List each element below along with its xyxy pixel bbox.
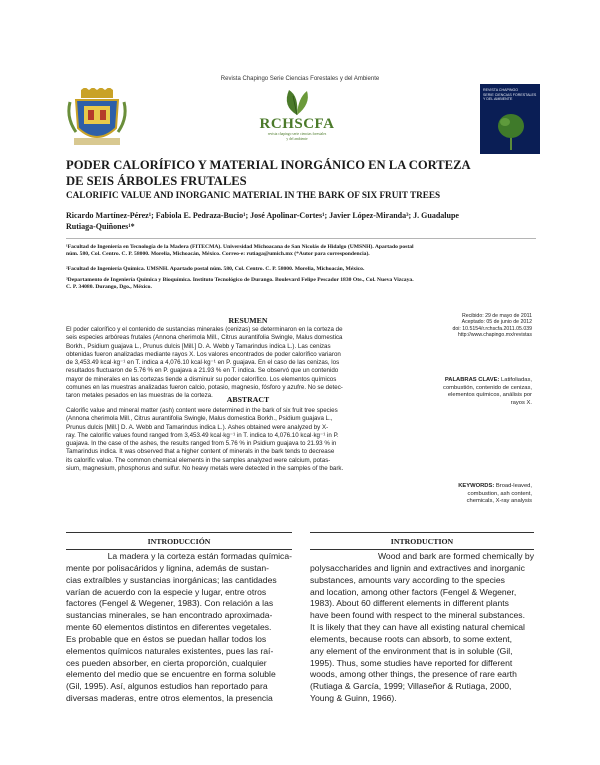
palabras-clave (440, 377, 532, 407)
intro-en-line: woods, among other things, the presence of rare earth (310, 669, 517, 680)
column-rule-left-top (66, 532, 292, 533)
affiliation-1 (66, 244, 536, 259)
cover-title-2: SERIE CIENCIAS FORESTALES (483, 92, 537, 97)
palabras-line-2: combustión, contenido de cenizas, (443, 384, 532, 391)
intro-en-line: elements, because roots can absorb, to some extent, (310, 633, 513, 644)
resumen-line: comunes en las muestras analizadas fueron calcio, potasio, magnesio, fósforo y azufre. No se detec- (66, 384, 343, 392)
intro-en-line: Young & Guinn, 1966). (310, 693, 397, 704)
abstract-line: (Annona cherimola Mill., Citrus aurantifolia Swingle, Malus domestica Borkh., Psidium guajava L., (66, 415, 333, 423)
palabras-line-4: rayos X. (510, 399, 532, 406)
intro-es-line: elementos químicos naturales existentes, pues las raí- (66, 645, 274, 656)
authors-line-2: Rutiaga-Quiñones¹* (66, 222, 135, 231)
doi: doi: 10.5154/r.rchscfa.2011.05.039 (452, 325, 532, 332)
affiliation-1-line-2: núm. 580, Col. Centro. C. P. 58000. Morelia, Michoacán, México. Correo-e: rutiaga@umich.mx (*Autor para correspondencia). (66, 251, 370, 258)
introduccion-heading: INTRODUCCIÓN (147, 537, 211, 546)
article-title-en: CALORIFIC VALUE AND INORGANIC MATERIAL IN THE BARK OF SIX FRUIT TREES (66, 190, 441, 200)
journal-cover (480, 84, 540, 154)
accepted-date: Aceptado: 05 de junio de 2012 (461, 319, 532, 326)
keywords (440, 483, 532, 506)
affiliation-2: ²Facultad de Ingeniería Química. UMSNH. Apartado postal núm. 580, Col. Centro. C. P. 58000. Morelia, Michoacán, México. (66, 266, 365, 272)
intro-es-line: mente 60 elementos distintos en diferentes vegetales. (66, 622, 272, 633)
column-rule-left-bottom (66, 549, 292, 550)
affiliation-3-line-1: ³Departamento de Ingeniería Química y Bioquímica. Instituto Tecnológico de Durango. Boulevard Felipe Pescador 1830 Ote., Col. Nueva Vizcaya. (66, 277, 414, 283)
abstract-line: Prunus dulcis [Mill.] D. A. Webb and Tamarindus indica L.). Ashes obtained were analyzed by X- (66, 423, 329, 431)
affiliation-1-line-1: ¹Facultad de Ingeniería en Tecnología de la Madera (FITECMA). Universidad Michoacana de San Nicolás de Hidalgo (UMSNH). Apartado postal (66, 244, 414, 250)
abstract-line: Calorific value and mineral matter (ash) content were determined in the bark of six fruit tree species (66, 407, 338, 414)
column-rule-right-bottom (310, 549, 534, 550)
resumen-line: resultados fluctuaron de 5.76 % en P. guajava a 21.93 % en T. indica. Se observó que un contenido (66, 367, 339, 375)
resumen-line: de 3,453.49 kcal·kg⁻¹ en T. indica a 4,076.10 kcal·kg⁻¹ en P. guajava. En el caso de las cenizas, los (66, 359, 340, 367)
authors-line-1: Ricardo Martínez-Pérez¹; Fabiola E. Pedraza-Bucio¹; José Apolinar-Cortes¹; Javier López-Miranda³; J. Guadalupe (66, 211, 459, 220)
palabras-label: PALABRAS CLAVE: (444, 377, 500, 383)
abstract-line: guajava. In the case of the ashes, the results ranged from 5.76 % in Psidium guajava to 21.93 % in (66, 440, 337, 448)
keywords-line-1: Broad-leaved, (495, 483, 532, 489)
title-es-line-2: DE SEIS ÁRBOLES FRUTALES (66, 174, 247, 188)
abstract-line: Tamarindus indica. It was observed that a higher content of minerals in the bark tends to decrease (66, 448, 335, 456)
abstract-heading: ABSTRACT (226, 395, 270, 404)
logo-name: RCHSCFA (259, 116, 335, 132)
abstract-line: its calorific value. The common chemical elements in the samples analyzed were calcium, potas- (66, 456, 331, 464)
column-rule-right-top (310, 532, 534, 533)
keywords-label: KEYWORDS: (458, 483, 495, 489)
resumen-line: El poder calorífico y el contenido de sustancias minerales (cenizas) se determinaron en la corteza de (66, 326, 343, 333)
introduccion-text (66, 551, 292, 705)
resumen-heading: RESUMEN (228, 316, 268, 325)
intro-en-line: It is likely that they can have all existing natural chemical (310, 622, 525, 633)
abstract-text (66, 407, 438, 473)
intro-es-line: (Gil, 1995). Así, algunos estudios han reportado para (66, 681, 268, 692)
title-es-line-1: PODER CALORÍFICO Y MATERIAL INORGÁNICO EN LA CORTEZA (66, 158, 471, 172)
leaf-icon (277, 88, 317, 116)
dates-block (440, 313, 532, 339)
intro-es-line: mente por polisacáridos y lignina, además de sustan- (66, 562, 270, 573)
divider (66, 238, 536, 239)
journal-url[interactable]: http://www.chapingo.mx/revistas (457, 332, 532, 339)
cover-title-3: Y DEL AMBIENTE (483, 97, 513, 101)
intro-en-line: have been found with respect to the mineral substances. (310, 610, 525, 621)
resumen-line: obtenidas fueron analizadas mediante rayos X. Los valores encontrados de poder calorífico variaron (66, 350, 341, 358)
intro-es-line: cias extraíbles y sustancias inorgánicas; las cantidades (66, 574, 277, 585)
intro-es-line: Es probable que en éstos se puedan hallar todos los (66, 633, 267, 644)
intro-es-line: factores (Fengel & Wegener, 1983). Con relación a las (66, 598, 274, 609)
authors (66, 210, 536, 232)
received-date: Recibido: 29 de mayo de 2011 (462, 313, 532, 319)
resumen-line: seis especies arbóreas frutales (Annona cherimola Mill., Citrus aurantifolia Swingle, Malus domestica (66, 334, 343, 342)
journal-header: Revista Chapingo Serie Ciencias Forestales y del Ambiente (220, 76, 380, 82)
intro-es-line: sustancias minerales, se han encontrado aproximada- (66, 610, 273, 621)
cover-title-1: REVISTA CHAPINGO (483, 88, 519, 92)
intro-en-line: and location, among other factors (Fengel & Wegener, (310, 586, 517, 597)
abstract-line: sium, magnesium, phosphorus and sulfur. No heavy metals were detected in the samples of the bark. (66, 465, 344, 473)
affiliation-3-line-2: C. P. 34080. Durango, Dgo., México. (66, 284, 152, 291)
intro-en-line: (Rutiaga & García, 1999; Villaseñor & Rutiaga, 2000, (310, 681, 512, 692)
resumen-text (66, 326, 438, 401)
resumen-line: Borkh., Psidium guajava L., Prunus dulcis [Mill.] D. A. Webb y Tamarindus indica L.). Las cenizas (66, 342, 331, 350)
seal-crown-icon (81, 88, 113, 98)
affiliation-3 (66, 277, 536, 292)
logo-subtitle-1: revista chapingo serie ciencias forestales (267, 132, 327, 136)
university-seal-logo (66, 88, 128, 150)
palabras-line-1: Latifoliadas, (501, 377, 532, 383)
intro-en-line: Wood and bark are formed chemically by (377, 551, 534, 561)
intro-es-line: elemento del medio que se encuentre en forma soluble (66, 669, 276, 680)
keywords-line-3: chemicals, X-ray analysis (466, 498, 532, 504)
intro-en-line: any element of the environment that is in soluble (Gil, (310, 645, 513, 656)
intro-en-line: 1995). Thus, some studies have reported for different (310, 657, 513, 668)
intro-en-line: 1983). About 60 different elements in different plants (310, 598, 509, 609)
intro-es-line: La madera y la corteza están formadas química- (107, 551, 292, 561)
cover-tree-icon (494, 110, 528, 150)
intro-en-line: polysaccharides and lignin and extractives and inorganic (310, 562, 525, 573)
intro-es-line: diversas maderas, entre otros elementos, la presencia (66, 693, 273, 704)
intro-en-line: substances, amounts vary according to the species (310, 574, 505, 585)
intro-es-line: varían de acuerdo con la especie y lugar, entre otros (66, 586, 267, 597)
introduction-text (310, 551, 534, 705)
resumen-line: taron metales pesados en las muestras de la corteza. (66, 392, 213, 400)
resumen-line: mayor de minerales en las cortezas tiende a disminuir su poder calorífico. Los elementos químicos (66, 375, 337, 383)
introduction-heading: INTRODUCTION (390, 537, 454, 546)
abstract-line: ray. The calorific values found ranged from 3,453.49 kcal·kg⁻¹ in T. indica to 4,076.10 kcal·kg⁻¹ in P. (66, 431, 339, 439)
article-title-es (66, 157, 526, 189)
keywords-line-2: combustion, ash content, (467, 490, 532, 497)
palabras-line-3: elementos químicos, análisis por (447, 392, 532, 398)
logo-subtitle-2: y del ambiente (286, 137, 308, 141)
rchscfa-logo (232, 88, 362, 150)
intro-es-line: ces pueden absorber, en cierta proporción, cualquier (66, 657, 267, 668)
